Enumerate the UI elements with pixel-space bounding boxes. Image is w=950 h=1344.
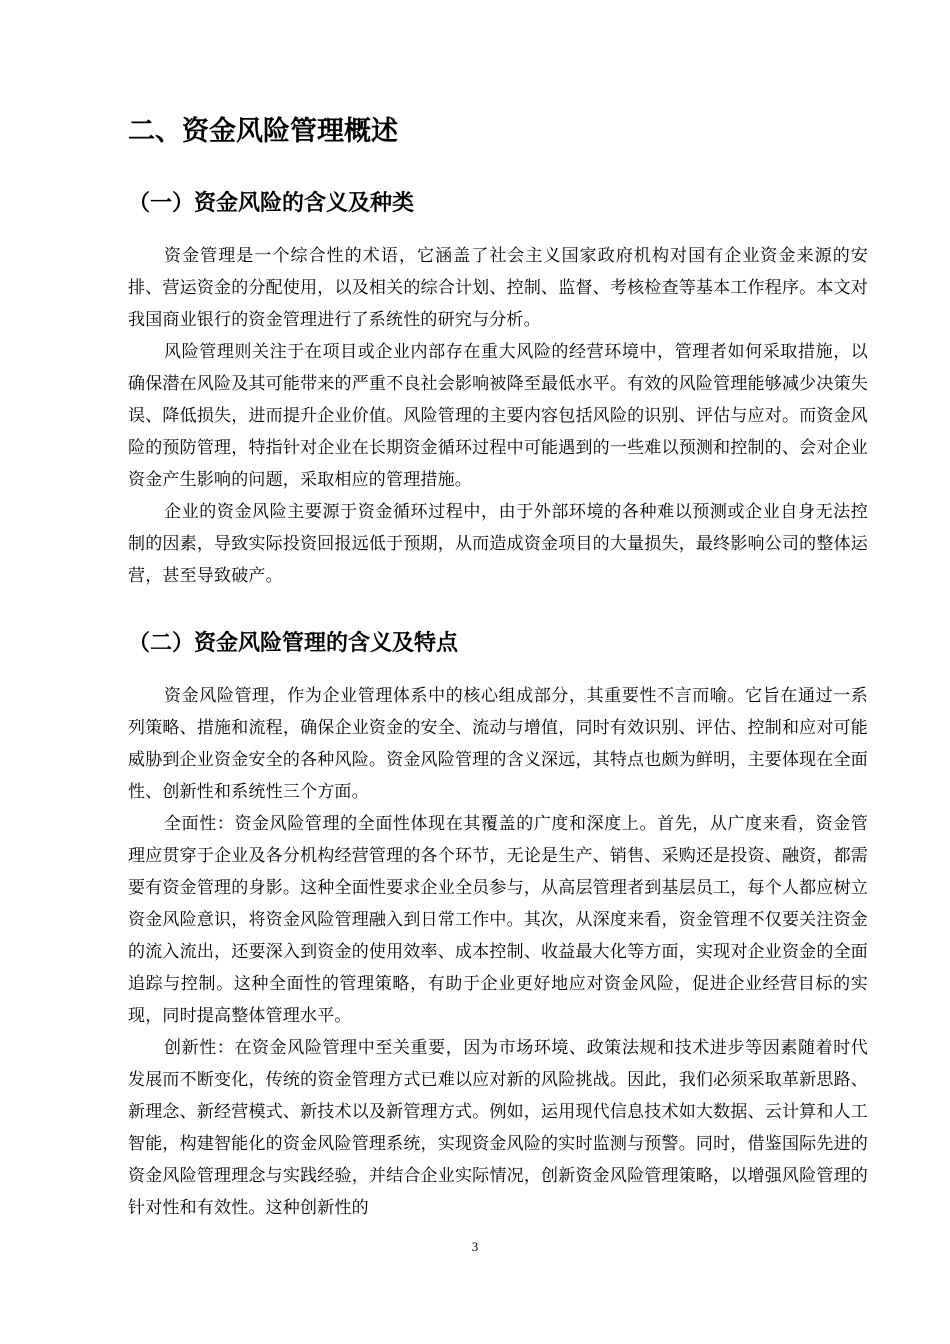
page-content (128, 112, 868, 1224)
section-2-paragraph-2: 全面性：资金风险管理的全面性体现在其覆盖的广度和深度上。首先，从广度来看，资金管理应贯穿于企业及各分机构经营管理的各个环节，无论是生产、销售、采购还是投资、融资，都需要有资金管理的身影。这种全面性要求企业全员参与，从高层管理者到基层员工，每个人都应树立资金风险意识，将资金风险管理融入到日常工作中。其次，从深度来看，资金管理不仅要关注资金的流入流出，还要深入到资金的使用效率、成本控制、收益最大化等方面，实现对企业资金的全面追踪与控制。这种全面性的管理策略，有助于企业更好地应对资金风险，促进企业经营目标的实现，同时提高整体管理水平。 (128, 814, 868, 1026)
section-1-paragraph-1: 资金管理是一个综合性的术语，它涵盖了社会主义国家政府机构对国有企业资金来源的安排、营运资金的分配使用，以及相关的综合计划、控制、监督、考核检查等基本工作程序。本文对我国商业银行的资金管理进行了系统性的研究与分析。 (128, 246, 868, 330)
chapter-title: 二、资金风险管理概述 (128, 116, 398, 147)
section-heading-1: （一）资金风险的含义及种类 (128, 191, 415, 216)
page-number: 3 (471, 1239, 479, 1254)
section-2-paragraph-3: 创新性：在资金风险管理中至关重要，因为市场环境、政策法规和技术进步等因素随着时代发展而不断变化，传统的资金管理方式已难以应对新的风险挑战。因此，我们必须采取革新思路、新理念、新经营模式、新技术以及新管理方式。例如，运用现代信息技术如大数据、云计算和人工智能，构建智能化的资金风险管理系统，实现资金风险的实时监测与预警。同时，借鉴国际先进的资金风险管理理念与实践经验，并结合企业实际情况，创新资金风险管理策略，以增强风险管理的针对性和有效性。这种创新性的 (128, 1038, 868, 1218)
section-2-paragraph-1: 资金风险管理，作为企业管理体系中的核心组成部分，其重要性不言而喻。它旨在通过一系列策略、措施和流程，确保企业资金的安全、流动与增值，同时有效识别、评估、控制和应对可能威胁到企业资金安全的各种风险。资金风险管理的含义深远，其特点也颇为鲜明，主要体现在全面性、创新性和系统性三个方面。 (128, 686, 868, 802)
section-1-paragraph-2: 风险管理则关注于在项目或企业内部存在重大风险的经营环境中，管理者如何采取措施，以确保潜在风险及其可能带来的严重不良社会影响被降至最低水平。有效的风险管理能够减少决策失误、降低损失，进而提升企业价值。风险管理的主要内容包括风险的识别、评估与应对。而资金风险的预防管理，特指针对企业在长期资金循环过程中可能遇到的一些难以预测和控制的、会对企业资金产生影响的问题，采取相应的管理措施。 (128, 342, 868, 490)
section-heading-2: （二）资金风险管理的含义及特点 (128, 631, 459, 656)
section-1-paragraph-3: 企业的资金风险主要源于资金循环过程中，由于外部环境的各种难以预测或企业自身无法控制的因素，导致实际投资回报远低于预期，从而造成资金项目的大量损失，最终影响公司的整体运营，甚至导致破产。 (128, 502, 868, 586)
